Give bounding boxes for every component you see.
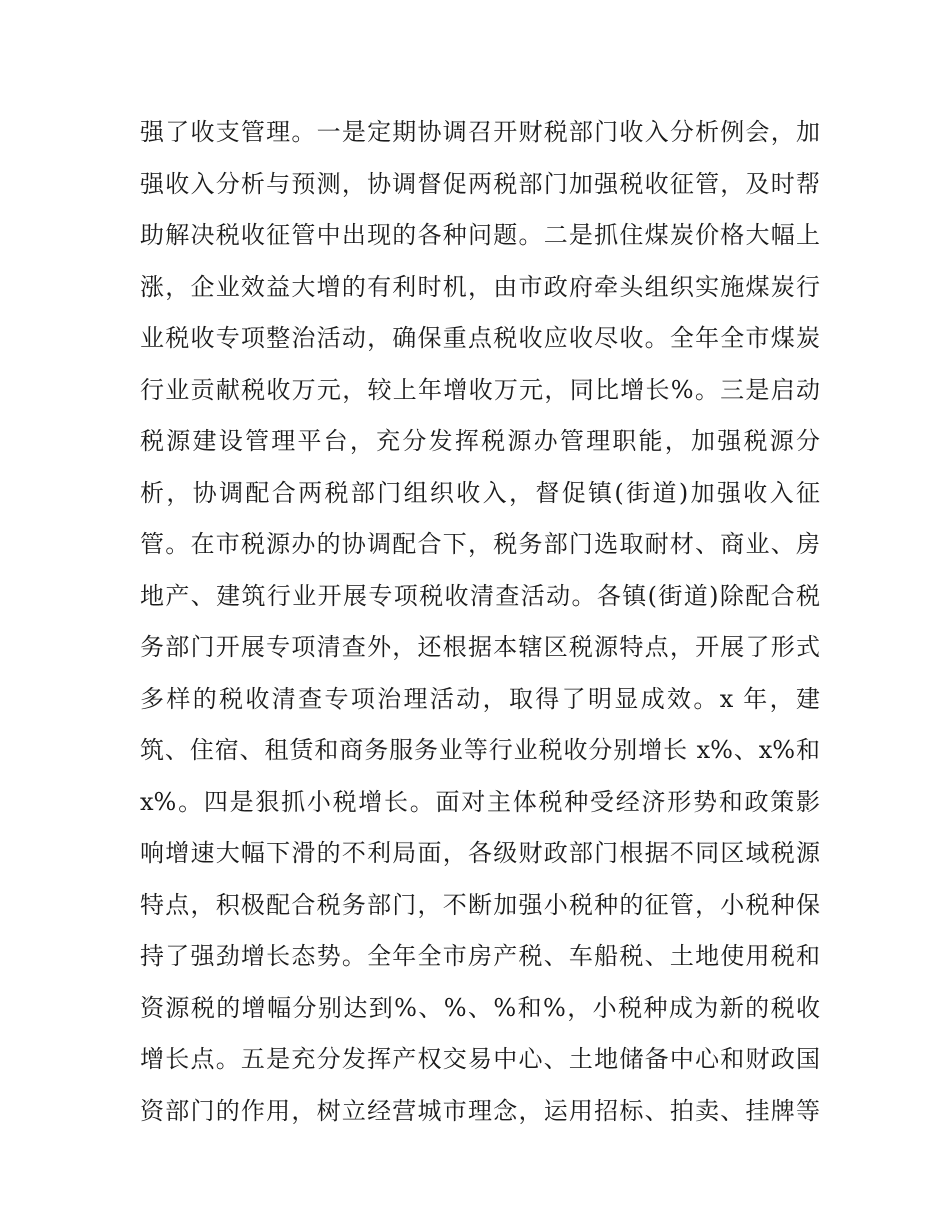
text-line: 业税收专项整治活动，确保重点税收应收尽收。全年全市煤炭 — [140, 324, 820, 352]
text-line: 税源建设管理平台，充分发挥税源办管理职能，加强税源分 — [140, 427, 820, 455]
text-line: 特点，积极配合税务部门，不断加强小税种的征管，小税种保 — [140, 890, 820, 919]
text-line: 持了强劲增长态势。全年全市房产税、车船税、土地使用税和 — [140, 942, 820, 970]
text-line: 地产、建筑行业开展专项税收清查活动。各镇(街道)除配合税 — [140, 581, 820, 610]
text-line: 响增速大幅下滑的不利局面，各级财政部门根据不同区域税源 — [140, 839, 820, 867]
text-line: 资源税的增幅分别达到%、%、%和%，小税种成为新的税收 — [140, 993, 820, 1022]
text-line: 增长点。五是充分发挥产权交易中心、土地储备中心和财政国 — [140, 1045, 820, 1073]
text-line: 助解决税收征管中出现的各种问题。二是抓住煤炭价格大幅上 — [140, 221, 820, 249]
text-line: 务部门开展专项清查外，还根据本辖区税源特点，开展了形式 — [140, 633, 820, 661]
body-paragraph — [140, 107, 820, 1137]
text-line: 筑、住宿、租赁和商务服务业等行业税收分别增长 x%、x%和 — [140, 736, 820, 764]
text-line: 析，协调配合两税部门组织收入，督促镇(街道)加强收入征 — [140, 478, 820, 507]
text-line: 管。在市税源办的协调配合下，税务部门选取耐材、商业、房 — [140, 530, 820, 558]
text-line: 多样的税收清查专项治理活动，取得了明显成效。x 年，建 — [140, 684, 820, 713]
text-line: 行业贡献税收万元，较上年增收万元，同比增长%。三是启动 — [140, 375, 820, 404]
text-line: x%。四是狠抓小税增长。面对主体税种受经济形势和政策影 — [140, 787, 820, 816]
text-line: 强收入分析与预测，协调督促两税部门加强税收征管，及时帮 — [140, 169, 820, 198]
text-line: 强了收支管理。一是定期协调召开财税部门收入分析例会，加 — [140, 118, 820, 146]
text-line: 涨，企业效益大增的有利时机，由市政府牵头组织实施煤炭行 — [140, 272, 820, 301]
text-line: 资部门的作用，树立经营城市理念，运用招标、拍卖、挂牌等 — [140, 1096, 820, 1125]
